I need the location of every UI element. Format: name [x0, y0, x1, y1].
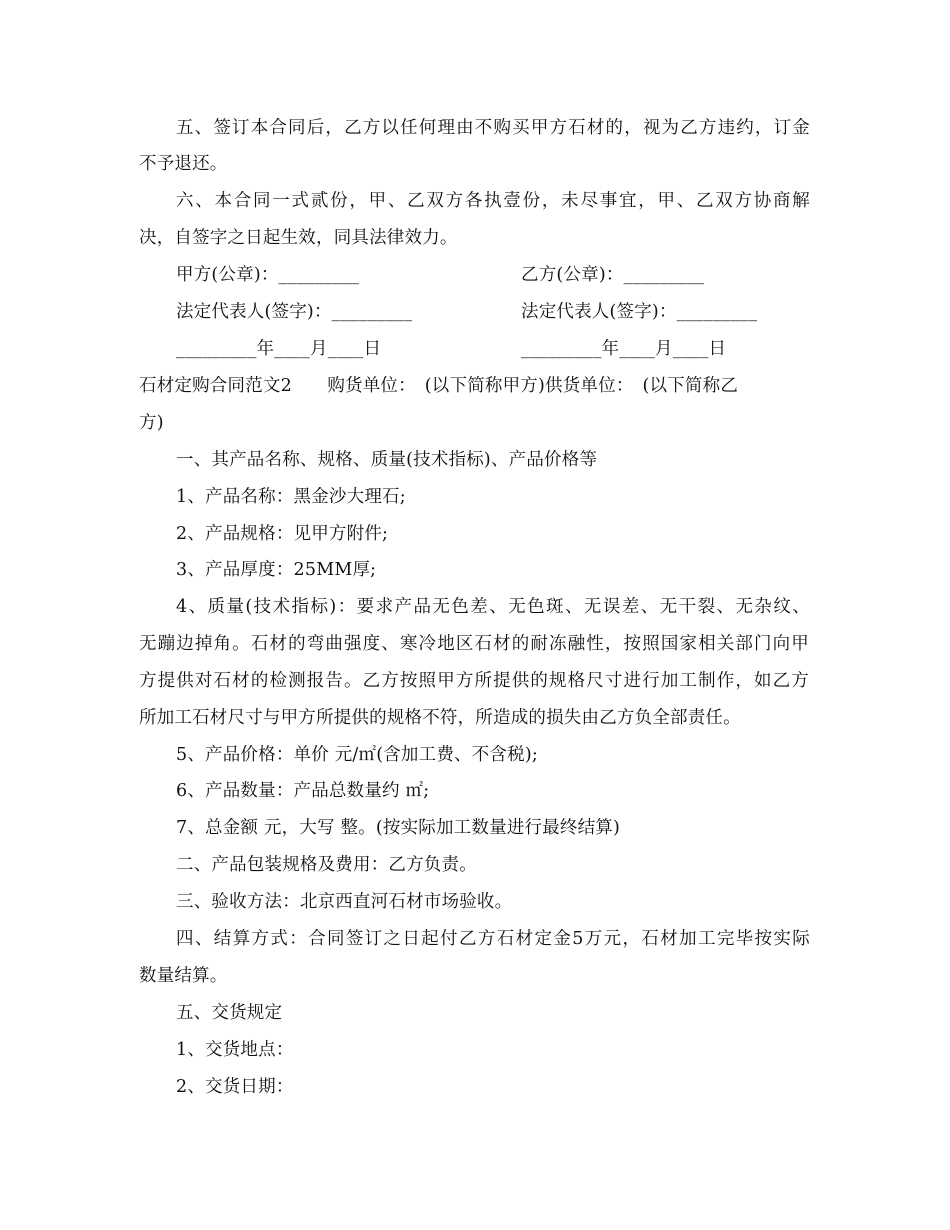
section-2-heading-line-2: 方) — [139, 413, 164, 433]
body-line: 7、总金额 元，大写 整。(按实际加工数量进行最终结算) — [176, 818, 621, 838]
clause-6-line-2: 决，自签字之日起生效，同具法律效力。 — [139, 228, 458, 248]
body-line: 五、交货规定 — [176, 1003, 283, 1023]
body-line: 2、交货日期： — [176, 1077, 294, 1097]
party-b-representative: 法定代表人(签字)：_________ — [521, 302, 758, 322]
body-line: 4、质量(技术指标)：要求产品无色差、无色斑、无误差、无干裂、无杂纹、 — [176, 597, 810, 617]
body-line: 5、产品价格：单价 元/㎡(含加工费、不含税); — [176, 745, 538, 765]
body-line: 无蹦边掉角。石材的弯曲强度、寒冷地区石材的耐冻融性，按照国家相关部门向甲 — [139, 634, 809, 654]
party-b-date: _________年____月____日 — [521, 339, 727, 359]
body-line: 方提供对石材的检测报告。乙方按照甲方所提供的规格尺寸进行加工制作，如乙方 — [139, 671, 809, 691]
body-line: 三、验收方法：北京西直河石材市场验收。 — [176, 892, 513, 912]
body-line: 3、产品厚度：25MM厚; — [176, 560, 377, 580]
body-line: 6、产品数量：产品总数量约 ㎡; — [176, 781, 430, 801]
clause-5-line-1: 五、签订本合同后，乙方以任何理由不购买甲方石材的，视为乙方违约，订金 — [176, 118, 810, 138]
body-line: 四、结算方式：合同签订之日起付乙方石材定金5万元，石材加工完毕按实际 — [176, 929, 810, 949]
body-line: 数量结算。 — [139, 966, 228, 986]
body-line: 二、产品包装规格及费用：乙方负责。 — [176, 855, 477, 875]
body-line: 所加工石材尺寸与甲方所提供的规格不符，所造成的损失由乙方负全部责任。 — [139, 708, 741, 728]
clause-5-line-2: 不予退还。 — [139, 154, 228, 174]
clause-6-line-1: 六、本合同一式贰份，甲、乙双方各执壹份，未尽事宜，甲、乙双方协商解 — [176, 191, 810, 211]
party-a-seal: 甲方(公章)：_________ — [176, 265, 360, 285]
section-2-heading-line-1: 石材定购合同范文2 购货单位： (以下简称甲方)供货单位： (以下简称乙 — [139, 376, 739, 396]
body-line: 2、产品规格：见甲方附件; — [176, 524, 389, 544]
party-b-seal: 乙方(公章)：_________ — [521, 265, 705, 285]
party-a-representative: 法定代表人(签字)：_________ — [176, 302, 413, 322]
body-line: 1、产品名称：黑金沙大理石; — [176, 487, 406, 507]
party-a-date: _________年____月____日 — [176, 339, 382, 359]
body-line: 一、其产品名称、规格、质量(技术指标)、产品价格等 — [176, 450, 598, 470]
body-line: 1、交货地点： — [176, 1040, 294, 1060]
